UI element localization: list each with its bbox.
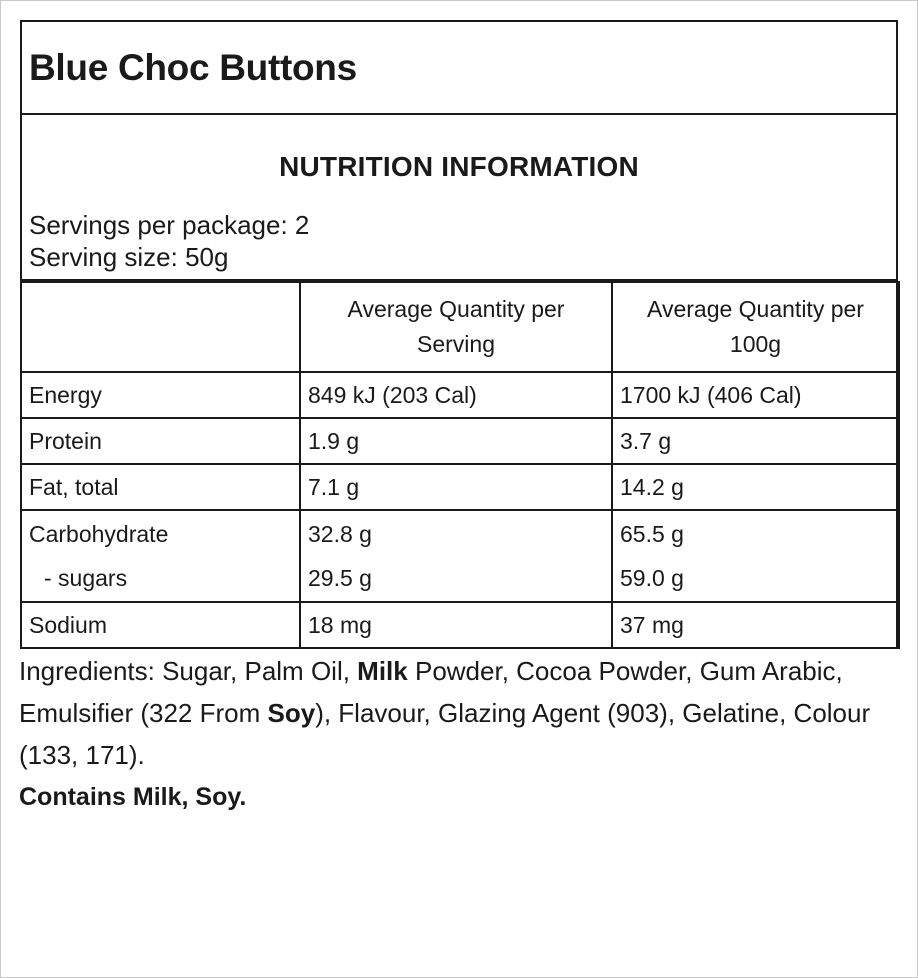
header-per-100g: Average Quantity per 100g	[612, 282, 899, 372]
per-100g-value: 65.5 g	[620, 521, 684, 547]
table-row	[21, 418, 899, 464]
per-serving-value: 849 kJ (203 Cal)	[300, 372, 612, 418]
allergen-soy: Soy	[267, 698, 316, 728]
per-serving-group	[300, 510, 612, 602]
per-serving-value: 18 mg	[300, 602, 612, 648]
nutrient-label-group	[21, 510, 300, 602]
table-row	[21, 464, 899, 510]
nutrient-label: Protein	[21, 418, 300, 464]
per-100g-value: 37 mg	[612, 602, 899, 648]
per-100g-group	[612, 510, 899, 602]
per-100g-value: 3.7 g	[612, 418, 899, 464]
per-serving-value: 32.8 g	[308, 521, 372, 547]
table-header-row	[21, 282, 899, 372]
per-serving-value: 29.5 g	[308, 565, 372, 591]
serving-size: Serving size: 50g	[29, 242, 229, 272]
nutrient-label: Sodium	[21, 602, 300, 648]
ingredients-part: Ingredients: Sugar, Palm Oil,	[19, 656, 358, 686]
servings-per-package: Servings per package: 2	[29, 210, 310, 240]
per-100g-value: 1700 kJ (406 Cal)	[612, 372, 899, 418]
table-row	[21, 510, 899, 602]
nutrition-table	[20, 281, 900, 649]
header-nutrient	[21, 282, 300, 372]
ingredients-part: Powder, Cocoa Powder, Gum Arabic, Emulsifier (322 From	[19, 656, 843, 728]
ingredients-text	[19, 650, 879, 776]
nutrient-label: Energy	[21, 372, 300, 418]
header-per-serving: Average Quantity per Serving	[300, 282, 612, 372]
nutrient-sublabel: - sugars	[44, 565, 128, 591]
nutrition-heading: NUTRITION INFORMATION	[279, 151, 639, 182]
table-row	[21, 372, 899, 418]
table-row	[21, 602, 899, 648]
per-100g-value: 14.2 g	[612, 464, 899, 510]
nutrition-panel	[20, 20, 898, 649]
ingredients-part: ), Flavour, Glazing Agent (903), Gelatine, Colour (133, 171).	[19, 698, 871, 770]
nutrient-label: Fat, total	[21, 464, 300, 510]
nutrition-info-block	[22, 115, 896, 281]
allergen-statement: Contains Milk, Soy.	[19, 783, 247, 811]
title-row	[22, 22, 896, 115]
allergen-milk: Milk	[357, 656, 408, 686]
nutrient-label: Carbohydrate	[29, 521, 169, 547]
per-serving-value: 7.1 g	[300, 464, 612, 510]
per-serving-value: 1.9 g	[300, 418, 612, 464]
per-100g-value: 59.0 g	[620, 565, 684, 591]
product-title: Blue Choc Buttons	[29, 46, 357, 88]
